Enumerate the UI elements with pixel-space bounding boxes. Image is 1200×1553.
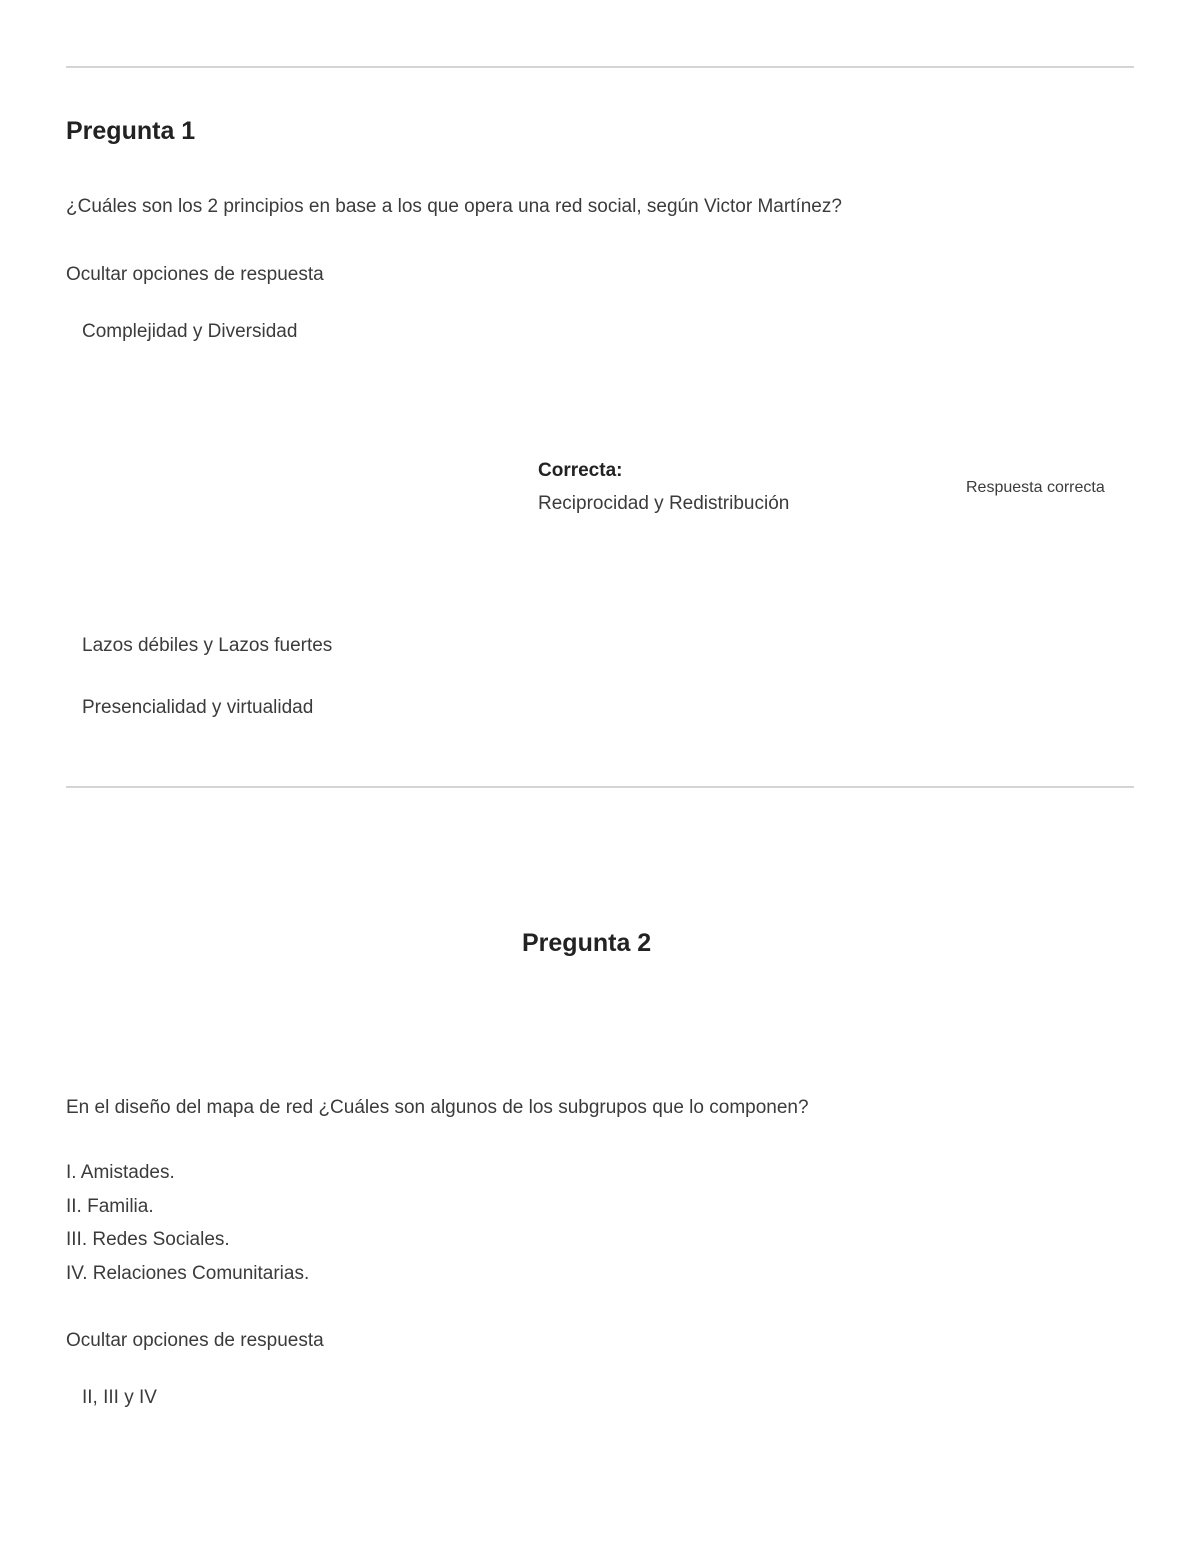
question-1-prompt: ¿Cuáles son los 2 principios en base a los que opera una red social, según Victor Martínez? xyxy=(66,196,842,217)
question-divider xyxy=(66,786,1134,788)
question-2-answer-option[interactable]: II, III y IV xyxy=(82,1387,157,1408)
question-2-subgroup-list xyxy=(66,1156,309,1290)
question-1-answer-option[interactable]: Complejidad y Diversidad xyxy=(82,321,298,342)
question-1-correct-answer xyxy=(538,460,789,515)
list-item: I. Amistades. xyxy=(66,1162,175,1183)
question-1-answer-option[interactable]: Presencialidad y virtualidad xyxy=(82,697,314,718)
question-2-prompt: En el diseño del mapa de red ¿Cuáles son algunos de los subgrupos que lo componen? xyxy=(66,1097,809,1118)
list-item: III. Redes Sociales. xyxy=(66,1229,230,1250)
question-1-title: Pregunta 1 xyxy=(66,117,196,145)
list-item: II. Familia. xyxy=(66,1195,154,1217)
correct-answer-flag: Respuesta correcta xyxy=(966,479,1105,496)
question-2-title: Pregunta 2 xyxy=(522,929,652,957)
question-1-hide-options-toggle[interactable]: Ocultar opciones de respuesta xyxy=(66,264,324,285)
question-1-answer-option[interactable]: Reciprocidad y Redistribución xyxy=(538,493,790,514)
question-2-hide-options-toggle[interactable]: Ocultar opciones de respuesta xyxy=(66,1330,324,1351)
correct-label: Correcta: xyxy=(538,460,623,481)
top-divider xyxy=(66,66,1134,68)
question-1-answer-option[interactable]: Lazos débiles y Lazos fuertes xyxy=(82,635,333,656)
list-item: IV. Relaciones Comunitarias. xyxy=(66,1262,310,1284)
